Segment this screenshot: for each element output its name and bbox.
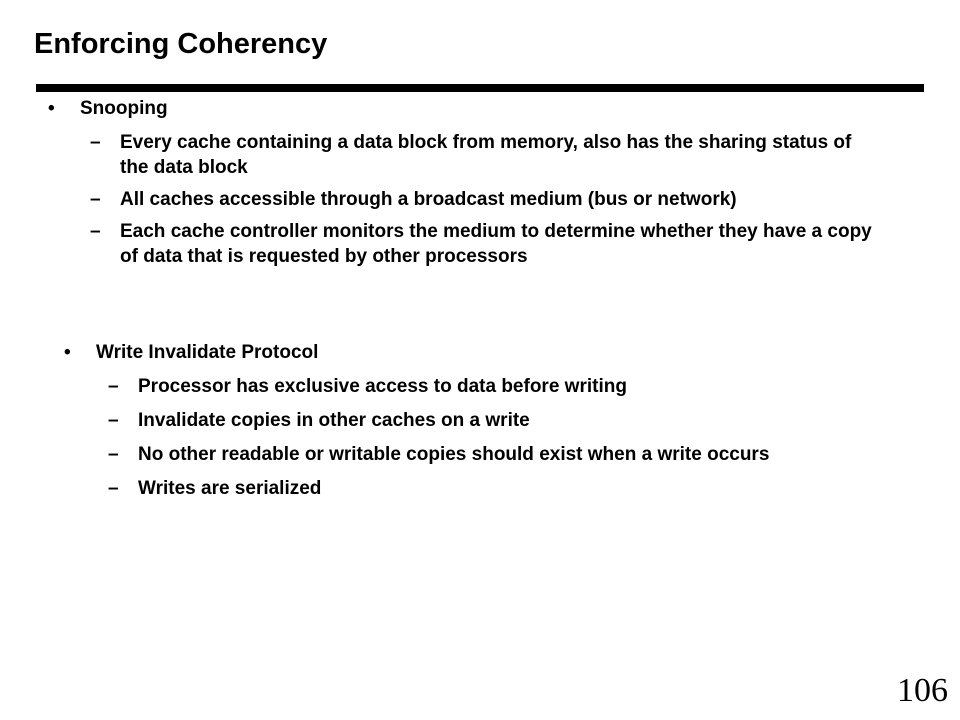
- sub-item-text: No other readable or writable copies should exist when a write occurs: [138, 444, 770, 465]
- sub-item: [90, 187, 880, 212]
- dash-icon: –: [90, 221, 101, 242]
- sub-item: [108, 442, 896, 467]
- bullet-item: [48, 96, 880, 269]
- bullet-item: [64, 340, 896, 501]
- sub-item-text: Writes are serialized: [138, 478, 322, 499]
- sub-item-text: All caches accessible through a broadcast medium (bus or network): [120, 189, 737, 210]
- dash-icon: –: [108, 478, 119, 499]
- sub-item: [90, 130, 880, 180]
- section-heading: Write Invalidate Protocol: [96, 342, 319, 363]
- bullet-icon: •: [64, 342, 71, 363]
- title-divider: [36, 84, 924, 92]
- dash-icon: –: [108, 376, 119, 397]
- bullet-icon: •: [48, 98, 55, 119]
- slide-title: Enforcing Coherency: [34, 28, 328, 60]
- sub-list: [108, 374, 896, 501]
- section-heading: Snooping: [80, 98, 168, 119]
- section-write-invalidate: [64, 340, 896, 510]
- sub-item-text: Invalidate copies in other caches on a write: [138, 410, 530, 431]
- sub-item: [108, 408, 896, 433]
- dash-icon: –: [90, 132, 101, 153]
- dash-icon: –: [108, 444, 119, 465]
- sub-item-text: Each cache controller monitors the medium to determine whether they have a copy of data that is requested by other processors: [120, 221, 872, 267]
- sub-item-text: Processor has exclusive access to data before writing: [138, 376, 627, 397]
- sub-item: [108, 476, 896, 501]
- sub-item-text: Every cache containing a data block from memory, also has the sharing status of the data block: [120, 132, 852, 178]
- sub-item: [90, 219, 880, 269]
- dash-icon: –: [90, 189, 101, 210]
- dash-icon: –: [108, 410, 119, 431]
- section-snooping: [48, 96, 880, 276]
- page-number: 106: [897, 672, 948, 709]
- sub-list: [90, 130, 880, 269]
- sub-item: [108, 374, 896, 399]
